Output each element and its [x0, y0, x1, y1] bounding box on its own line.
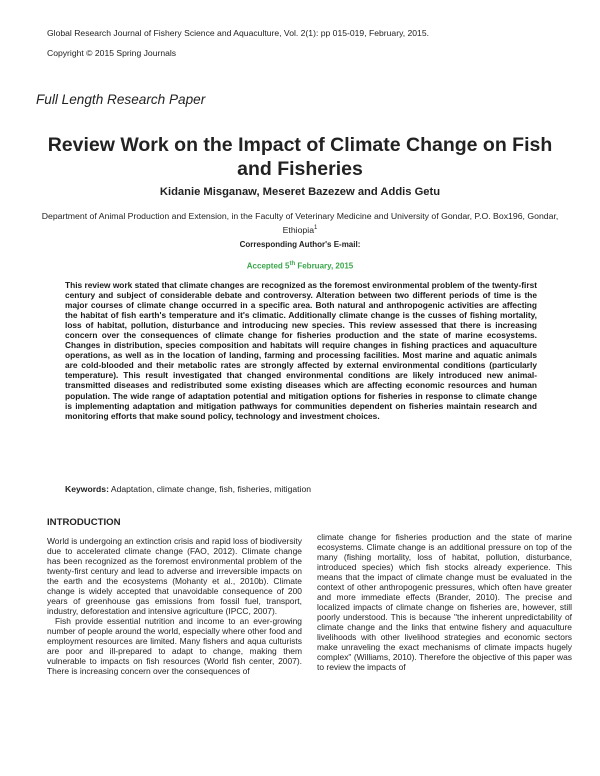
left-column	[47, 536, 302, 676]
accepted-date	[30, 261, 570, 271]
keywords-text: Adaptation, climate change, fish, fisheries, mitigation	[108, 484, 311, 494]
article-type-label: Full Length Research Paper	[36, 92, 206, 107]
affiliation-text: Department of Animal Production and Extension, in the Faculty of Veterinary Medicine and University of Gondar, P.O. Box196, Gondar, Ethiopia	[41, 211, 559, 236]
paragraph: World is undergoing an extinction crisis and rapid loss of biodiversity due to accelerated climate change (FAO, 2012). Climate change has been recognized as the foremost environmental problem of the twenty-first century and lead to adverse and irreversible impacts on the earth and the ecosystems (Mohanty et al., 2010b). Climate change is widely accepted that unavoidable consequence of 200 years of greenhouse gas emissions from fossil fuel, transport, industry, deforestation and intensive agriculture (IPCC, 2007).	[47, 536, 302, 617]
section-heading-introduction: INTRODUCTION	[47, 517, 121, 528]
copyright-notice: Copyright © 2015 Spring Journals	[47, 48, 177, 58]
accepted-suffix: February, 2015	[295, 261, 354, 271]
accepted-sup: th	[289, 261, 296, 267]
paragraph: climate change for fisheries production and the state of marine ecosystems. Climate change is an additional pressure on top of the many (fishing mortality, loss of habitat, pollution, disturbance, introduced species) which fish stocks already experience. This means that the impact of climate change must be evaluated in the context of other anthropogenic pressures, which often have greater and more immediate effects (Brander, 2010). The precise and localized impacts of climate change on fisheries are, however, still poorly understood. This is because "the inherent unpredictability of climate change and the links that entwine fishery and aquaculture livelihoods with other livelihood strategies and economic sectors make unraveling the exact mechanisms of climate impacts hugely complex" (Williams, 2010). Therefore the objective of this paper was to review the impacts of	[317, 532, 572, 673]
accepted-prefix: Accepted 5	[246, 261, 290, 271]
affiliation-mark: 1	[314, 225, 318, 232]
paper-title: Review Work on the Impact of Climate Change on Fish and Fisheries	[47, 134, 553, 180]
paragraph: Fish provide essential nutrition and income to an ever-growing number of people around the world, especially where other food and employment resources are limited. Many fishers and aqua culturists are poor and ill-prepared to adapt to change, making them vulnerable to impacts on fish resources (World fish center, 2007). There is increasing concern over the consequences of	[47, 616, 302, 677]
keywords	[65, 484, 311, 494]
corresponding-author: Corresponding Author's E-mail:	[239, 240, 361, 249]
abstract: This review work stated that climate changes are recognized as the foremost environmental problem of the twenty-first century and subject of considerable debate and controversy. Alteration between two different periods of time is the major courses of climate change occurred in a specific area. Both natural and anthropogenic activities are affecting the habitat of fish earth's temperature and it's climatic. Additionally climate change is the cusses of fishing mortality, loss of habitat, pollution, disturbance and introducing new species. This review assessed that there is increasing concern over the consequences of climate change for fisheries production and the state of marine ecosystems. Changes in distribution, species composition and habitats will require changes in fishing practices and aquaculture operations, as well as in the location of landing, farming and processing facilities. Most marine and aquatic animals are cold-blooded and their metabolic rates are strongly affected by external environmental conditions (particularly temperature). This result investigated that changed environmental conditions are likely introduced new animal-transmitted diseases and redistributed some existing diseases which are affecting economic resources and human population. The wide range of adaptation potential and mitigation options for fisheries in response to climate change is implementing adaptation and mitigation pathways for communities dependent on fisheries maintain research and monitoring efforts that make sound policy, technology and investment choices.	[65, 280, 537, 421]
right-column	[317, 532, 572, 672]
keywords-label: Keywords:	[65, 484, 109, 494]
author-list: Kidanie Misganaw, Meseret Bazezew and Addis Getu	[159, 186, 441, 198]
journal-citation: Global Research Journal of Fishery Science and Aquaculture, Vol. 2(1): pp 015-019, February, 2015.	[47, 28, 430, 38]
affiliation	[40, 210, 560, 236]
